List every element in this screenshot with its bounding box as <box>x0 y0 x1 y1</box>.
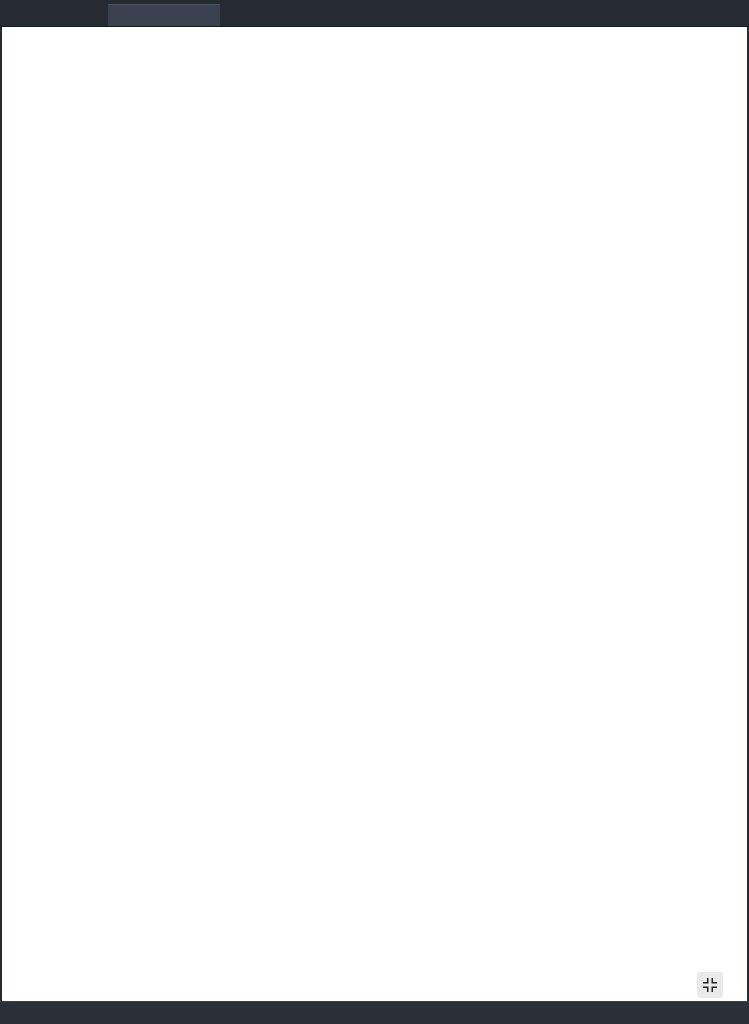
tab-index-html[interactable] <box>108 4 220 26</box>
tab-bar <box>0 0 749 27</box>
status-bar <box>0 1001 749 1024</box>
tab-site-css[interactable] <box>0 4 108 26</box>
code-editor[interactable] <box>2 27 747 1001</box>
collapse-icon[interactable] <box>697 972 723 998</box>
